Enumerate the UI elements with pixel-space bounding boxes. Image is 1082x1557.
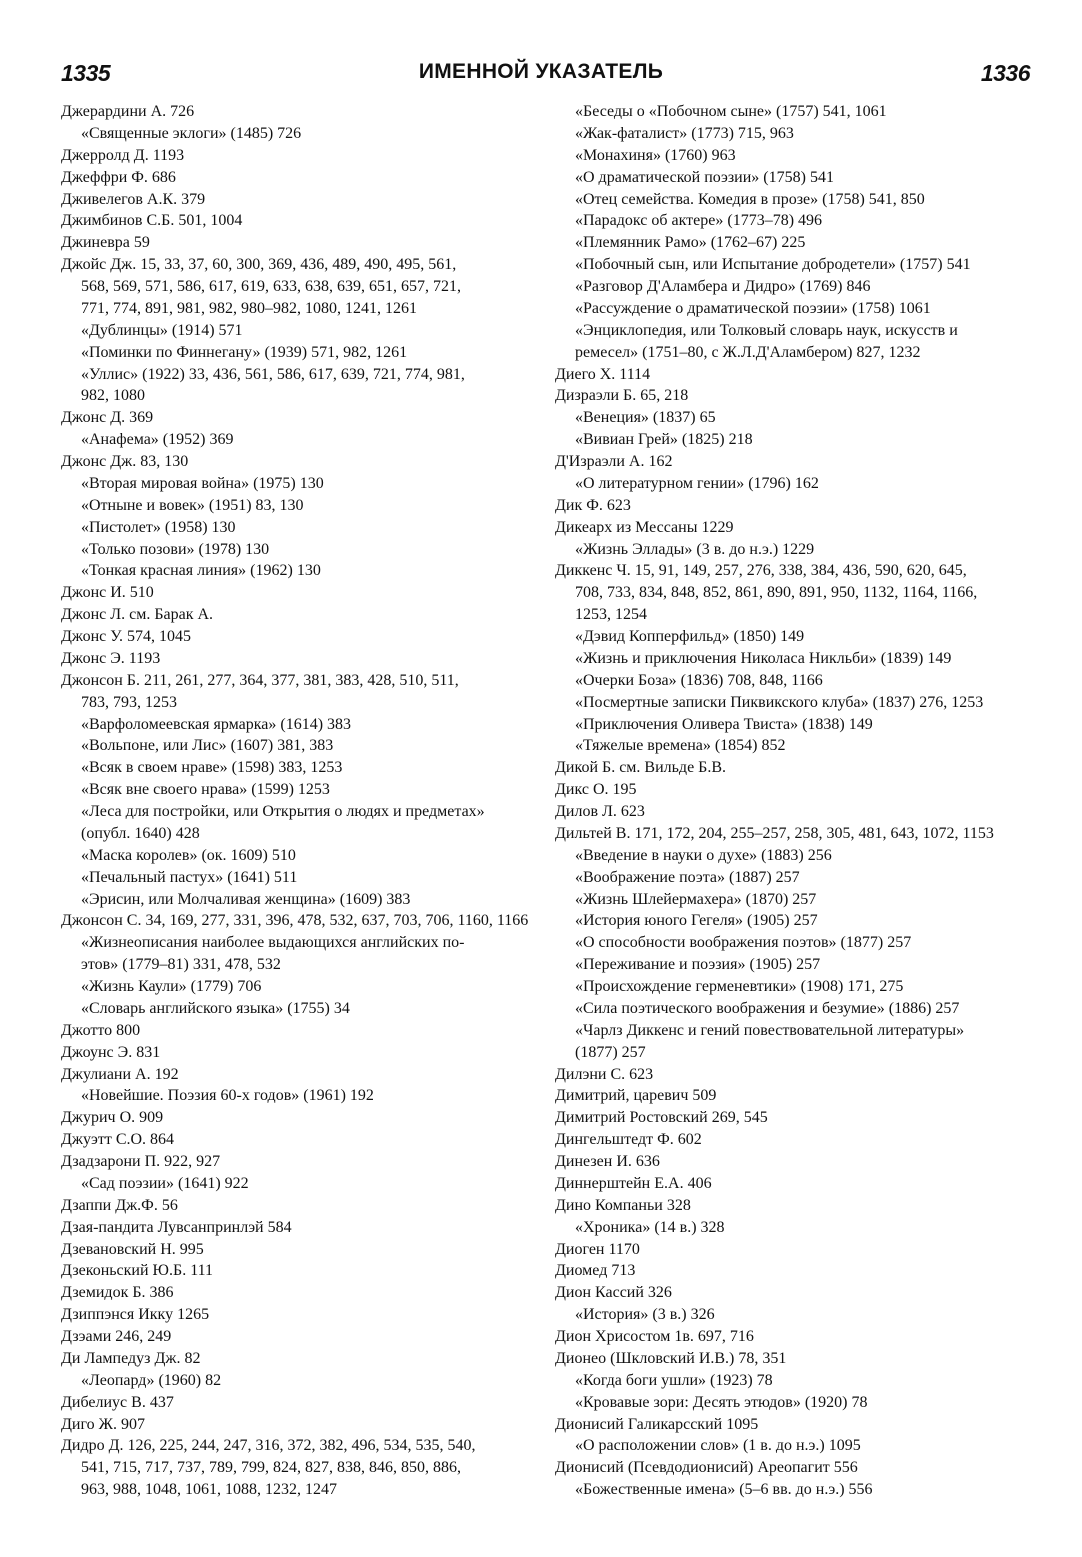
index-subentry: «Жизнь Каули» (1779) 706 — [81, 978, 262, 995]
index-subentry: «Энциклопедия, или Толковый словарь наук, искусств и — [575, 321, 958, 339]
index-subentry: «Поминки по Финнегану» (1939) 571, 982, 1261 — [81, 343, 408, 361]
index-subentry: 1253, 1254 — [575, 606, 647, 624]
index-entry: Дик Ф. 623 — [555, 496, 631, 514]
index-entry: Диннерштейн Е.А. 406 — [555, 1174, 712, 1192]
index-entry: Джерролд Д. 1193 — [61, 146, 185, 164]
index-entry: Дикс О. 195 — [555, 781, 637, 799]
index-subentry: «Разговор Д'Аламбера и Дидро» (1769) 846 — [575, 278, 871, 295]
index-entry: Джонсон С. 34, 169, 277, 331, 396, 478, 532, 637, 703, 706, 1160, 1166 — [61, 912, 529, 930]
index-subentry: «Тяжелые времена» (1854) 852 — [575, 737, 786, 755]
index-entry: Дикой Б. см. Вильде Б.В. — [555, 759, 727, 777]
index-subentry: «Леса для постройки, или Открытия о людях и предметах» — [81, 803, 485, 820]
index-entry: Дидро Д. 126, 225, 244, 247, 316, 372, 382, 496, 534, 535, 540, — [61, 1437, 476, 1455]
index-subentry: «Введение в науки о духе» (1883) 256 — [575, 846, 832, 864]
right-index-column — [555, 101, 1025, 1501]
index-entry: Дильтей В. 171, 172, 204, 255–257, 258, 305, 481, 643, 1072, 1153 — [555, 824, 994, 842]
left-page-number: 1335 — [61, 60, 111, 86]
index-subentry: «Воображение поэта» (1887) 257 — [575, 868, 800, 886]
index-subentry: «Только позови» (1978) 130 — [81, 540, 270, 558]
index-subentry: 568, 569, 571, 586, 617, 619, 633, 638, 639, 651, 657, 721, — [81, 278, 461, 295]
index-subentry: «Вторая мировая война» (1975) 130 — [81, 474, 324, 492]
index-entry: Дион Кассий 326 — [555, 1284, 672, 1302]
index-subentry: «Всяк вне своего нрава» (1599) 1253 — [81, 781, 330, 799]
index-entry: Дилэни С. 623 — [555, 1065, 654, 1083]
index-entry: Дионео (Шкловский И.В.) 78, 351 — [555, 1349, 787, 1367]
index-entry: Джеффри Ф. 686 — [61, 168, 176, 186]
page-header — [0, 56, 1082, 96]
index-subentry: «Очерки Боза» (1836) 708, 848, 1166 — [575, 671, 823, 689]
index-subentry: «Новейшие. Поэзия 60-х годов» (1961) 192 — [81, 1087, 374, 1105]
index-subentry: 771, 774, 891, 981, 982, 980–982, 1080, 1241, 1261 — [81, 299, 417, 317]
index-subentry: «Словарь английского языка» (1755) 34 — [81, 999, 350, 1017]
index-entry: Дзевановский Н. 995 — [61, 1240, 204, 1258]
index-subentry: «Сила поэтического воображения и безумие» (1886) 257 — [575, 999, 960, 1017]
index-subentry: «Вивиан Грей» (1825) 218 — [575, 431, 753, 449]
index-subentry: 541, 715, 717, 737, 789, 799, 824, 827, 838, 846, 850, 886, — [81, 1459, 461, 1477]
index-subentry: «Жизнь Шлейермахера» (1870) 257 — [575, 890, 817, 908]
index-subentry: «Дублинцы» (1914) 571 — [81, 321, 243, 339]
index-entry: Дзадзарони П. 922, 927 — [61, 1153, 221, 1170]
index-entry: Дземидок Б. 386 — [61, 1284, 174, 1302]
index-subentry: «История юного Гегеля» (1905) 257 — [575, 912, 818, 930]
index-subentry: «Венеция» (1837) 65 — [575, 409, 716, 427]
index-subentry: «История» (3 в.) 326 — [575, 1306, 715, 1324]
index-entry: Дживелегов А.К. 379 — [61, 190, 206, 208]
index-subentry: «О литературном гении» (1796) 162 — [575, 474, 819, 492]
index-entry: Джерардини А. 726 — [61, 103, 195, 120]
index-entry: Диккенс Ч. 15, 91, 149, 257, 276, 338, 384, 436, 590, 620, 645, — [555, 562, 967, 580]
index-subentry: «Приключения Оливера Твиста» (1838) 149 — [575, 715, 873, 733]
index-subentry: «Отец семейства. Комедия в прозе» (1758) 541, 850 — [575, 190, 925, 208]
index-subentry: «Беседы о «Побочном сыне» (1757) 541, 1061 — [575, 103, 887, 120]
index-entry: Диего Х. 1114 — [555, 365, 651, 383]
index-subentry: «Побочный сын, или Испытание добродетели» (1757) 541 — [575, 256, 971, 274]
index-entry: Диго Ж. 907 — [61, 1415, 145, 1433]
index-subentry: «Кровавые зори: Десять этюдов» (1920) 78 — [575, 1393, 868, 1411]
index-subentry: «Пистолет» (1958) 130 — [81, 518, 236, 536]
index-entry: Джуэтт С.О. 864 — [61, 1131, 175, 1149]
index-entry: Джоунс Э. 831 — [61, 1043, 161, 1061]
index-entry: Дзая-пандита Лувсанпринлэй 584 — [61, 1218, 292, 1236]
index-entry: Джонс Л. см. Барак А. — [61, 606, 214, 624]
index-entry: Дион Хрисостом 1в. 697, 716 — [555, 1328, 754, 1345]
index-subentry: «Эрисин, или Молчаливая женщина» (1609) 383 — [81, 890, 411, 908]
index-subentry: «Леопард» (1960) 82 — [81, 1371, 222, 1389]
index-entry: Джонс Дж. 83, 130 — [61, 453, 189, 470]
running-title: ИМЕННОЙ УКАЗАТЕЛЬ — [418, 60, 664, 83]
index-subentry: «Жизнь и приключения Николаса Никльби» (1839) 149 — [575, 649, 952, 667]
index-subentry: «Дэвид Копперфильд» (1850) 149 — [575, 628, 805, 645]
index-subentry: «Жизнеописания наиболее выдающихся английских по- — [81, 934, 465, 952]
index-subentry: «Печальный пастух» (1641) 511 — [81, 868, 298, 886]
index-entry: Дзеконьский Ю.Б. 111 — [61, 1262, 213, 1280]
index-subentry: (1877) 257 — [575, 1043, 646, 1061]
index-entry: Джиневра 59 — [61, 234, 150, 252]
index-entry: Диоген 1170 — [555, 1240, 640, 1258]
index-entry: Джулиани А. 192 — [61, 1065, 179, 1083]
index-subentry: «О способности воображения поэтов» (1877) 257 — [575, 934, 912, 952]
index-entry: Джонс Э. 1193 — [61, 649, 161, 667]
index-subentry: «Племянник Рамо» (1762–67) 225 — [575, 234, 806, 252]
right-page-number: 1336 — [980, 60, 1030, 86]
index-subentry: «О драматической поэзии» (1758) 541 — [575, 168, 834, 186]
index-entry: Джонс И. 510 — [61, 584, 154, 602]
index-entry: Дилов Л. 623 — [555, 803, 645, 820]
index-subentry: «Сад поэзии» (1641) 922 — [81, 1174, 249, 1192]
index-entry: Джонсон Б. 211, 261, 277, 364, 377, 381, 383, 428, 510, 511, — [61, 671, 459, 689]
index-subentry: «Священные эклоги» (1485) 726 — [81, 124, 302, 142]
index-entry: Джонс У. 574, 1045 — [61, 628, 191, 645]
index-entry: Дионисий (Псевдодионисий) Ареопагит 556 — [555, 1459, 858, 1477]
index-entry: Дзэами 246, 249 — [61, 1328, 172, 1345]
index-subentry: «Варфоломеевская ярмарка» (1614) 383 — [81, 715, 352, 733]
index-subentry: 708, 733, 834, 848, 852, 861, 890, 891, 950, 1132, 1164, 1166, — [575, 584, 978, 602]
index-entry: Дикеарх из Мессаны 1229 — [555, 518, 734, 536]
index-entry: Д'Израэли А. 162 — [555, 453, 673, 470]
index-entry: Джимбинов С.Б. 501, 1004 — [61, 212, 243, 230]
index-entry: Дзаппи Дж.Ф. 56 — [61, 1196, 178, 1214]
index-subentry: «Божественные имена» (5–6 вв. до н.э.) 556 — [575, 1481, 873, 1499]
index-entry: Динезен И. 636 — [555, 1153, 660, 1170]
index-subentry: «Уллис» (1922) 33, 436, 561, 586, 617, 639, 721, 774, 981, — [81, 365, 465, 383]
index-entry: Диомед 713 — [555, 1262, 636, 1280]
index-subentry: «Происхождение герменевтики» (1908) 171, 275 — [575, 978, 904, 995]
index-entry: Джурич О. 909 — [61, 1109, 164, 1127]
index-entry: Дибелиус В. 437 — [61, 1393, 174, 1411]
index-subentry: 963, 988, 1048, 1061, 1088, 1232, 1247 — [81, 1481, 337, 1499]
index-entry: Дизраэли Б. 65, 218 — [555, 387, 689, 405]
index-subentry: «Переживание и поэзия» (1905) 257 — [575, 956, 821, 974]
index-entry: Дино Компаньи 328 — [555, 1196, 691, 1214]
index-subentry: 982, 1080 — [81, 387, 145, 405]
index-subentry: «Вольпоне, или Лис» (1607) 381, 383 — [81, 737, 334, 755]
index-subentry: «Чарлз Диккенс и гений повествовательной литературы» — [575, 1021, 965, 1039]
index-subentry: (опубл. 1640) 428 — [81, 824, 200, 842]
index-subentry: «Посмертные записки Пиквикского клуба» (1837) 276, 1253 — [575, 693, 984, 711]
left-index-column — [61, 101, 531, 1501]
index-subentry: «Анафема» (1952) 369 — [81, 431, 234, 449]
index-subentry: 783, 793, 1253 — [81, 693, 177, 711]
index-subentry: «Жак-фаталист» (1773) 715, 963 — [575, 124, 794, 142]
index-entry: Дингельштедт Ф. 602 — [555, 1131, 702, 1149]
index-subentry: «Когда боги ушли» (1923) 78 — [575, 1371, 773, 1389]
index-entry: Джойс Дж. 15, 33, 37, 60, 300, 369, 436, 489, 490, 495, 561, — [61, 256, 457, 274]
index-entry: Димитрий, царевич 509 — [555, 1087, 717, 1105]
index-subentry: «Монахиня» (1760) 963 — [575, 146, 736, 164]
index-subentry: «Маска королев» (ок. 1609) 510 — [81, 846, 296, 864]
index-subentry: «Жизнь Эллады» (3 в. до н.э.) 1229 — [575, 540, 815, 558]
index-entry: Джонс Д. 369 — [61, 409, 154, 427]
index-subentry: «О расположении слов» (1 в. до н.э.) 1095 — [575, 1437, 861, 1455]
index-entry: Ди Лампедуз Дж. 82 — [61, 1349, 201, 1367]
index-subentry: «Хроника» (14 в.) 328 — [575, 1218, 725, 1236]
index-subentry: «Всяк в своем нраве» (1598) 383, 1253 — [81, 759, 343, 777]
index-entry: Димитрий Ростовский 269, 545 — [555, 1109, 768, 1127]
index-subentry: «Отныне и вовек» (1951) 83, 130 — [81, 496, 304, 514]
index-subentry: «Парадокс об актере» (1773–78) 496 — [575, 212, 823, 230]
index-subentry: «Рассуждение о драматической поэзии» (1758) 1061 — [575, 299, 931, 317]
index-subentry: ремесел» (1751–80, с Ж.Л.Д'Аламбером) 827, 1232 — [575, 343, 921, 361]
index-entry: Дионисий Галикарсский 1095 — [555, 1415, 759, 1433]
index-entry: Джотто 800 — [61, 1021, 141, 1039]
index-subentry: «Тонкая красная линия» (1962) 130 — [81, 562, 321, 580]
index-subentry: этов» (1779–81) 331, 478, 532 — [81, 956, 281, 974]
index-entry: Дзиппэнся Икку 1265 — [61, 1306, 210, 1324]
